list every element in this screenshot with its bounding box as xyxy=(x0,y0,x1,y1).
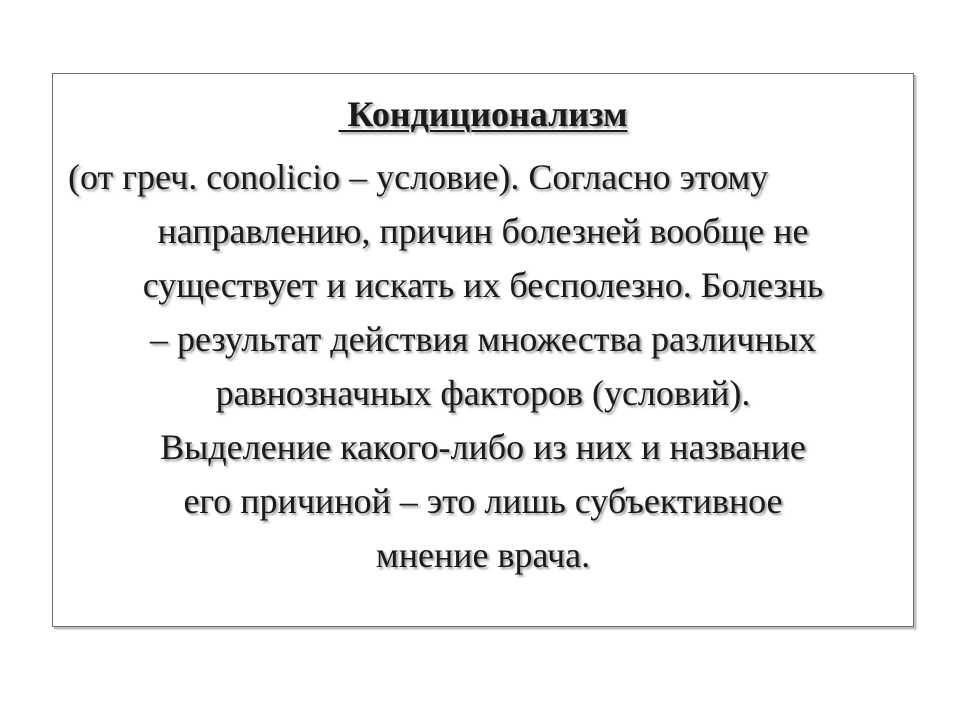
body-line: существует и искать их бесполезно. Болезнь xyxy=(142,265,824,305)
slide-title-text: Кондиционализм xyxy=(338,94,628,134)
body-line: Выделение какого-либо из них и название xyxy=(160,427,806,467)
body-line: (от греч. conolicio – условие). Согласно этому xyxy=(68,157,769,197)
body-line: мнение врача. xyxy=(375,535,591,575)
slide-title xyxy=(53,94,913,134)
slide-body xyxy=(63,150,903,582)
body-line: направлению, причин болезней вообще не xyxy=(157,211,809,251)
body-line: равнозначных факторов (условий). xyxy=(215,373,751,413)
body-line: – результат действия множества различных xyxy=(150,319,816,359)
body-line: его причиной – это лишь субъективное xyxy=(183,481,783,521)
text-frame xyxy=(52,73,914,627)
